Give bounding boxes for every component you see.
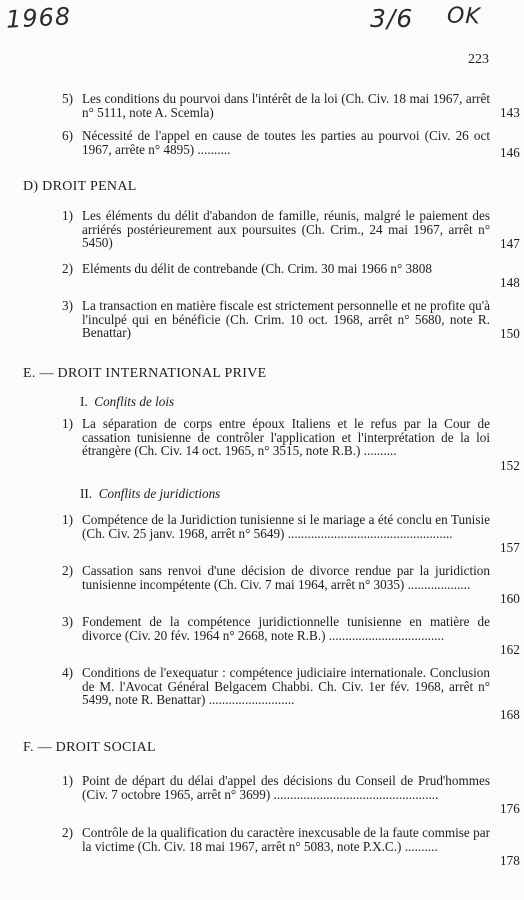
list-item [62,512,520,555]
page-number: 223 [468,52,489,67]
list-item [62,773,520,816]
item-page: 178 [500,853,520,868]
item-text: Contrôle de la qualification du caractère inexcusable de la faute commise par la victime (Ch. Civ. 18 mai 1967, arrêt n° 5083, note P.X.C.) .......... [82,825,490,854]
section-heading-droit-international-prive: E. — DROIT INTERNATIONAL PRIVE [23,366,267,381]
subsection-numeral: II. [80,486,93,501]
item-page: 143 [500,105,520,120]
item-number: 2) [62,261,73,276]
subsection-title: Conflits de juridictions [98,486,221,501]
list-item [62,208,520,251]
item-number: 5) [62,91,73,106]
item-number: 1) [62,773,73,788]
item-number: 3) [62,298,73,313]
list-item [62,128,520,160]
list-item [62,298,520,341]
list-item [62,416,520,473]
item-page: 176 [500,801,520,816]
item-text: Nécessité de l'appel en cause de toutes les parties au pourvoi (Civ. 26 oct 1967, arrête n° 4895) .......... [82,128,490,157]
list-item [62,825,520,868]
item-text: Conditions de l'exequatur : compétence judiciaire internationale. Conclusion de M. l'Avocat Général Belgacem Chabbi. Ch. Civ. 1er fév. 1968, arrêt n° 5499, note R. Benattar) .......................... [82,665,490,708]
item-number: 6) [62,128,73,143]
item-text: Fondement de la compétence juridictionnelle tunisienne en matière de divorce (Civ. 20 fév. 1964 n° 2668, note R.B.) ................................... [82,614,490,643]
subsection-numeral: I. [80,394,88,409]
item-page: 146 [500,145,520,160]
handwritten-ok-mark: OK [446,3,482,30]
item-page: 152 [500,458,520,473]
item-number: 2) [62,825,73,840]
item-page: 157 [500,540,520,555]
item-page: 168 [500,707,520,722]
item-page: 150 [500,326,520,341]
list-item [62,614,520,657]
item-page: 147 [500,236,520,251]
section-heading-droit-social: F. — DROIT SOCIAL [23,740,156,755]
item-number: 4) [62,665,73,680]
item-number: 3) [62,614,73,629]
subsection-heading-conflits-de-lois [80,395,174,409]
item-page: 162 [500,642,520,657]
item-text: Les conditions du pourvoi dans l'intérêt de la loi (Ch. Civ. 18 mai 1967, arrêt n° 5111, note A. Scemla) [82,91,490,120]
item-number: 1) [62,512,73,527]
item-page: 148 [500,275,520,290]
item-page: 160 [500,591,520,606]
list-item [62,563,520,606]
subsection-heading-conflits-de-juridictions [80,487,220,501]
item-text: La séparation de corps entre époux Italiens et le refus par la Cour de cassation tunisienne de contrôler l'application et l'interprétation de la loi étrangère (Ch. Civ. 14 oct. 1965, n° 3515, note R.B.) .......... [82,416,490,459]
section-heading-droit-penal: D) DROIT PENAL [23,179,137,194]
item-text: La transaction en matière fiscale est strictement personnelle et ne profite qu'à l'inculpé qui en bénéficie (Ch. Crim. 10 oct. 1968, arrêt n° 5680, note R. Benattar) [82,298,490,341]
list-item [62,91,520,120]
item-text: Les éléments du délit d'abandon de famille, réunis, malgré le paiement des arriérés postérieurement aux poursuites (Ch. Crim., 24 mai 1967, arrêt n° 5450) [82,208,490,251]
item-text: Cassation sans renvoi d'une décision de divorce rendue par la juridiction tunisienne incompétente (Ch. Civ. 7 mai 1964, arrêt n° 3035) ................... [82,563,490,592]
list-item [62,261,520,290]
handwritten-year: 1968 [5,2,72,34]
item-number: 1) [62,416,73,431]
item-number: 1) [62,208,73,223]
list-item [62,665,520,722]
item-number: 2) [62,563,73,578]
item-text: Point de départ du délai d'appel des décisions du Conseil de Prud'hommes (Civ. 7 octobre 1965, arrêt n° 3699) .................................................. [82,773,490,802]
item-text: Eléments du délit de contrebande (Ch. Crim. 30 mai 1966 n° 3808 [82,261,432,276]
subsection-title: Conflits de lois [94,394,175,409]
handwritten-fraction: 3/6 [370,4,414,33]
item-text: Compétence de la Juridiction tunisienne si le mariage a été conclu en Tunisie (Ch. Civ. 25 janv. 1968, arrêt n° 5649) .................................................. [82,512,490,541]
